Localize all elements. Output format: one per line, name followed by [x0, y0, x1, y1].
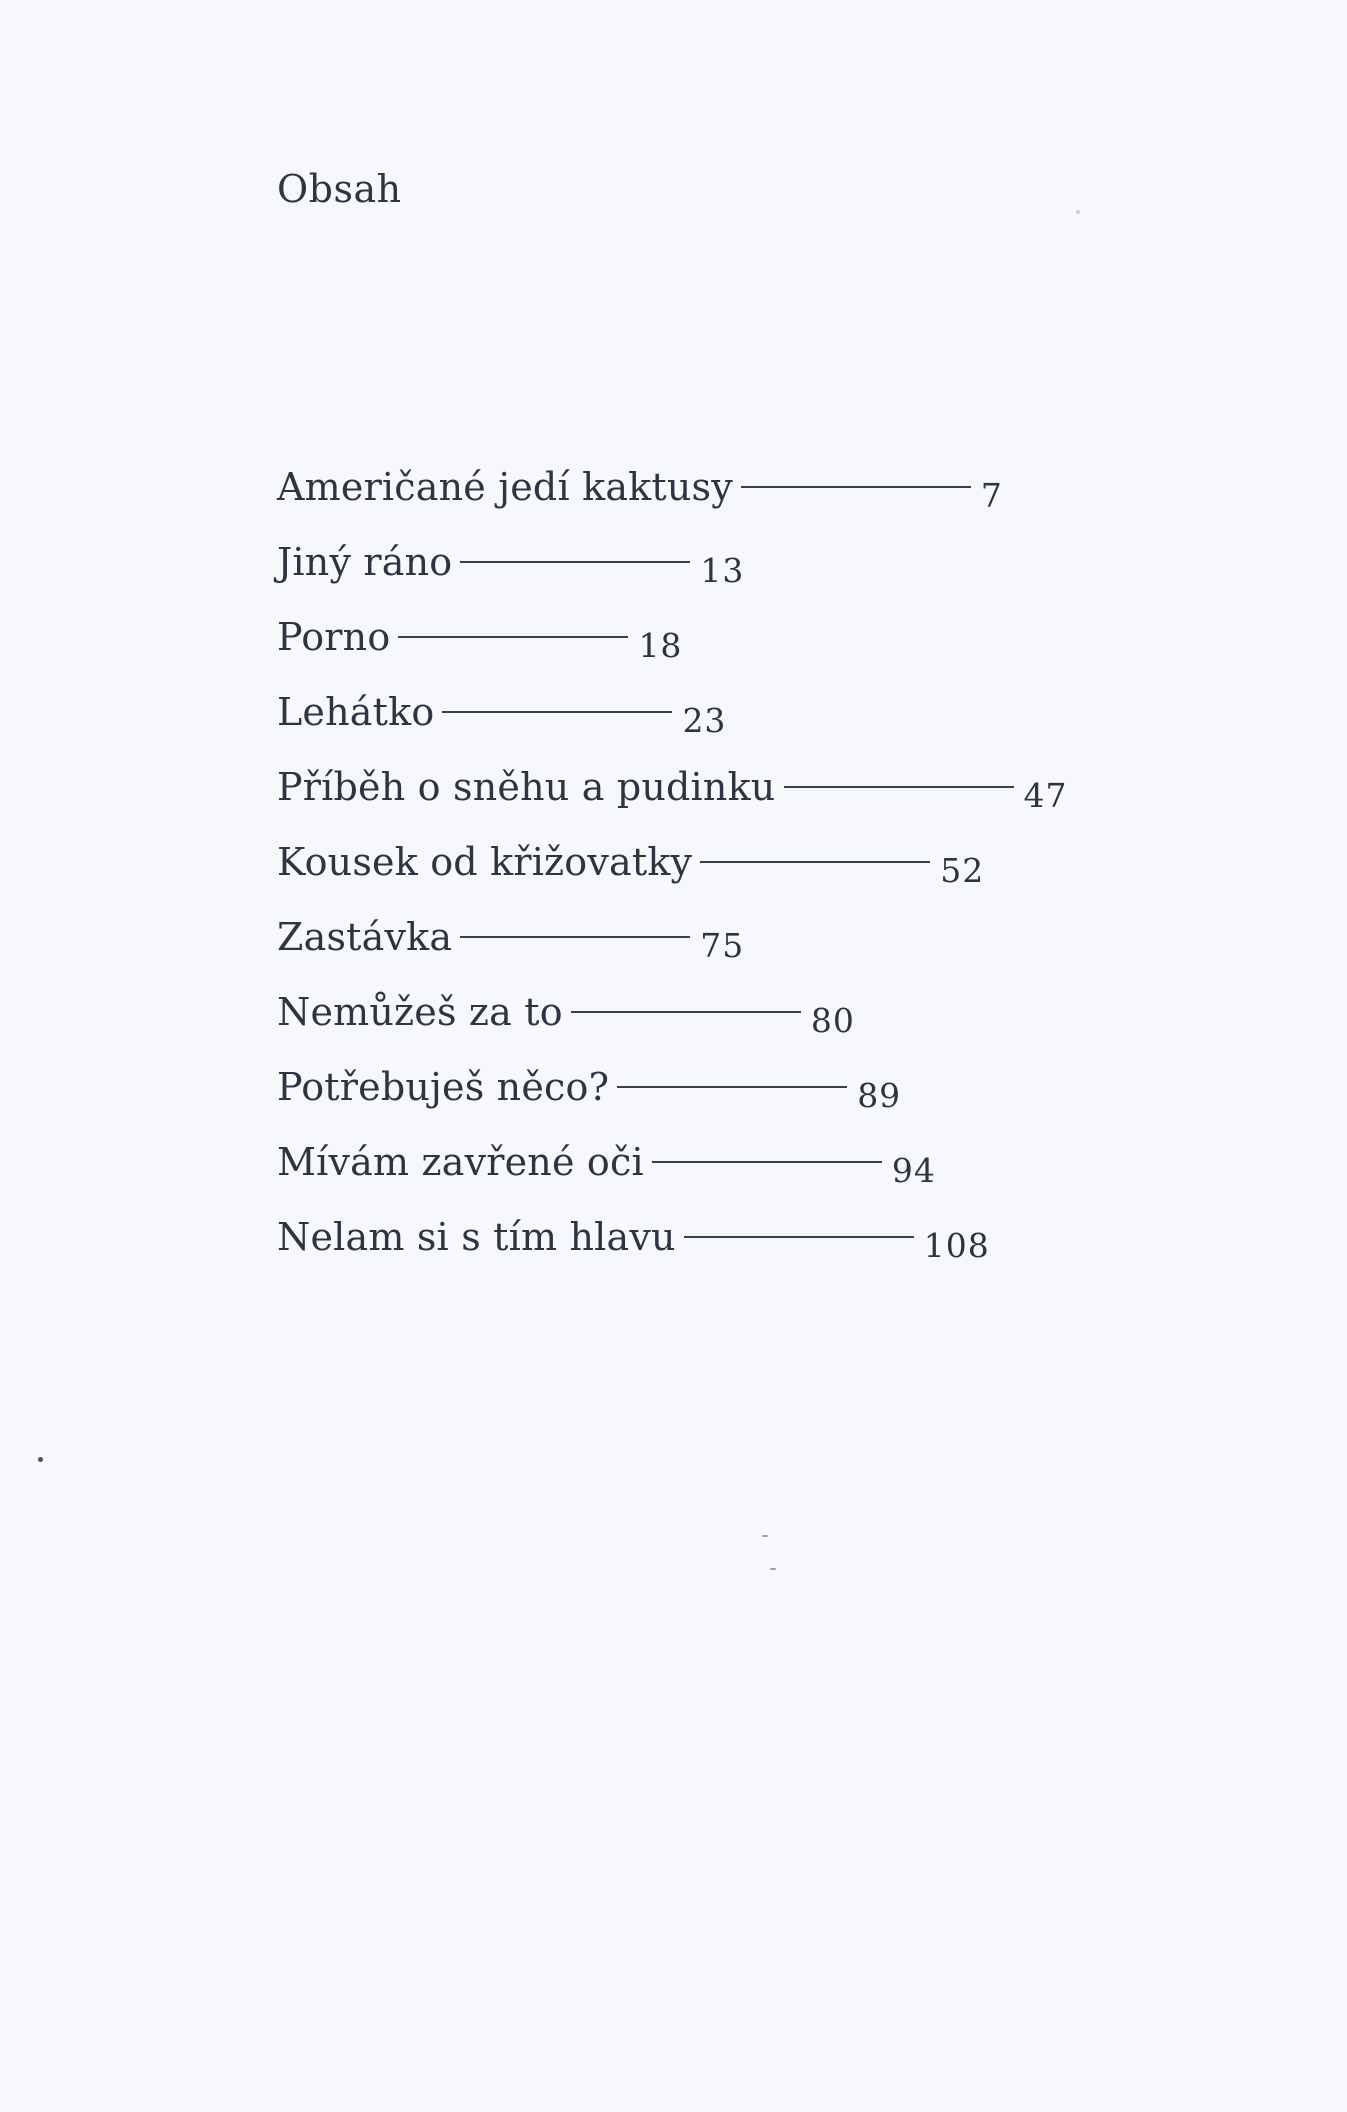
toc-leader-rule: [700, 861, 930, 863]
toc-entry-title: Jiný ráno: [277, 540, 453, 584]
toc-entry: [277, 1065, 1068, 1143]
toc-entry-title: Lehátko: [277, 690, 435, 734]
toc-entry: [277, 990, 1068, 1068]
toc-entry-title: Porno: [277, 615, 391, 659]
toc-entry-page: 7: [980, 476, 1003, 515]
toc-entry-title: Kousek od křižovatky: [277, 840, 693, 884]
table-of-contents: [277, 465, 1068, 1293]
toc-entry: [277, 540, 1068, 618]
paper-speck: [762, 1535, 768, 1537]
toc-entry-title: Nelam si s tím hlavu: [277, 1215, 676, 1259]
toc-leader-rule: [460, 936, 690, 938]
toc-leader-rule: [684, 1236, 914, 1238]
toc-entry-title: Potřebuješ něco?: [277, 1065, 610, 1109]
toc-leader-rule: [442, 711, 672, 713]
toc-entry: [277, 1215, 1068, 1293]
paper-speck: [1076, 210, 1080, 214]
toc-leader-rule: [741, 486, 971, 488]
paper-speck: [38, 1457, 43, 1462]
toc-entry-page: 80: [810, 1001, 855, 1040]
toc-entry: [277, 615, 1068, 693]
toc-heading: Obsah: [277, 167, 402, 211]
toc-leader-rule: [617, 1086, 847, 1088]
toc-entry-title: Američané jedí kaktusy: [277, 465, 733, 509]
toc-entry-page: 23: [682, 701, 727, 740]
toc-entry: [277, 1140, 1068, 1218]
toc-entry: [277, 765, 1068, 843]
toc-entry-page: 94: [891, 1151, 936, 1190]
toc-entry-page: 47: [1023, 776, 1068, 815]
toc-entry-title: Příběh o sněhu a pudinku: [277, 765, 776, 809]
toc-leader-rule: [460, 561, 690, 563]
toc-leader-rule: [784, 786, 1014, 788]
toc-entry-title: Nemůžeš za to: [277, 990, 563, 1034]
toc-entry-page: 52: [940, 851, 985, 890]
paper-speck: [770, 1568, 776, 1570]
toc-entry-page: 75: [700, 926, 745, 965]
toc-entry-page: 89: [857, 1076, 902, 1115]
toc-entry: [277, 915, 1068, 993]
toc-entry-page: 18: [638, 626, 683, 665]
toc-entry: [277, 840, 1068, 918]
toc-entry-page: 108: [923, 1226, 990, 1265]
toc-entry-title: Mívám zavřené oči: [277, 1140, 644, 1184]
toc-leader-rule: [652, 1161, 882, 1163]
toc-leader-rule: [398, 636, 628, 638]
toc-entry: [277, 690, 1068, 768]
toc-leader-rule: [571, 1011, 801, 1013]
toc-entry-page: 13: [700, 551, 745, 590]
toc-entry-title: Zastávka: [277, 915, 453, 959]
toc-entry: [277, 465, 1068, 543]
